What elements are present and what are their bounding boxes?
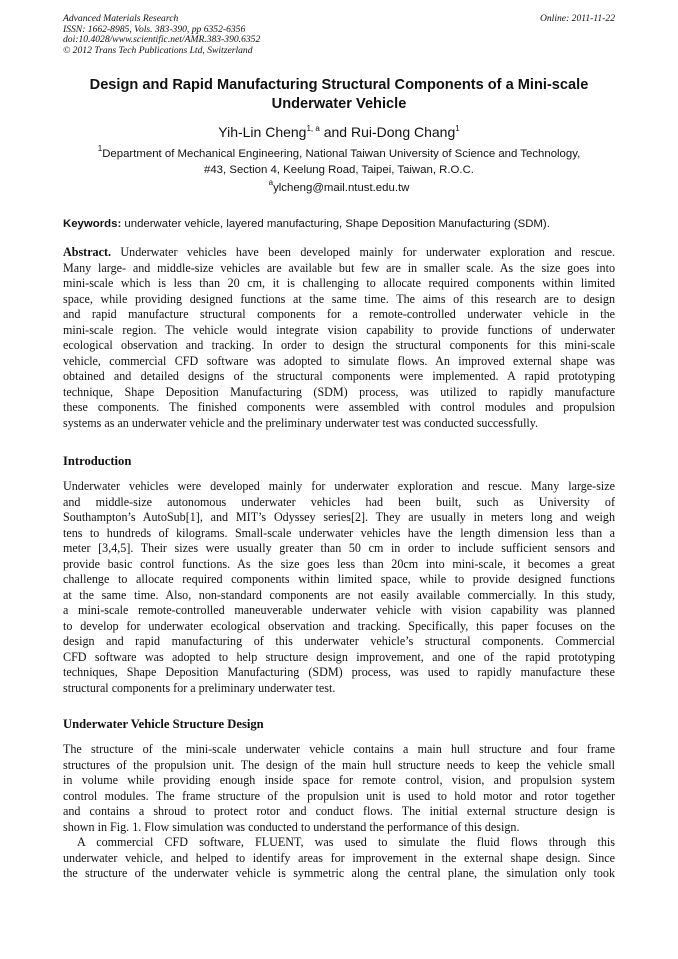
introduction-body [63, 479, 615, 696]
body-line: structural components for a preliminary underwater test. [63, 680, 336, 695]
email-superscript: a [268, 178, 274, 188]
abstract-line: space, while providing designed functions at the same time. The aims of this research are to design [63, 291, 615, 306]
author-joiner: and [319, 124, 351, 141]
abstract-line: mini-scale which is less than 20 cm, it is challenging to allocate required components within limited [63, 276, 615, 291]
body-line: structures of the propulsion unit. The design of the main hull structure needs to keep the vehicle small [63, 757, 615, 772]
keywords-label: Keywords: [63, 218, 122, 231]
author-superscript: 1, a [306, 124, 320, 134]
abstract-line: Abstract. Underwater vehicles have been developed mainly for underwater exploration and rescue. [63, 245, 615, 260]
body-line: shown in Fig. 1. Flow simulation was conducted to understand the performance of this design. [63, 819, 520, 834]
author-name: Yih-Lin Cheng [218, 124, 307, 141]
issn-line: ISSN: 1662-8985, Vols. 383-390, pp 6352-6356 [63, 23, 246, 35]
abstract-line: vehicle, commercial CFD software was adopted to simulate flows. An improved external shape was [63, 353, 615, 368]
affiliation-superscript: 1 [97, 144, 103, 154]
paper-page [63, 14, 615, 882]
body-line: techniques, Shape Deposition Manufacturing (SDM) process, was used to rapidly manufacture these [63, 665, 615, 680]
body-line: A commercial CFD software, FLUENT, was used to simulate the fluid flows through this [77, 835, 615, 850]
email-line [63, 180, 615, 196]
body-line: the structure of the underwater vehicle is symmetric along the central plane, the simulation only took [63, 866, 615, 881]
structure-design-body [63, 742, 615, 882]
affiliation-line: Department of Mechanical Engineering, National Taiwan University of Science and Technology, [102, 148, 581, 161]
body-line: design and rapid manufacturing of this underwater vehicle’s structural components. Commercial [63, 634, 615, 649]
journal-header [63, 14, 615, 56]
keywords-text: underwater vehicle, layered manufacturing, Shape Deposition Manufacturing (SDM). [121, 218, 550, 231]
abstract [63, 245, 615, 431]
body-line: challenge to allocate required components within limited space, while to provide designed functions [63, 572, 615, 587]
body-line: provide basic control functions. As the size goes less than 20cm into mini-scale, it becomes a great [63, 556, 615, 571]
abstract-line: and rapid manufacture structural components for a remote-controlled underwater vehicle in the [63, 307, 615, 322]
body-line: Southampton’s AutoSub[1], and MIT’s Odyssey series[2]. They are usually in meters long and weigh [63, 510, 615, 525]
affiliation-line: #43, Section 4, Keelung Road, Taipei, Taiwan, R.O.C. [204, 164, 474, 177]
paper-title [63, 76, 615, 114]
title-line: Design and Rapid Manufacturing Structural Components of a Mini-scale [89, 77, 589, 94]
doi-line: doi:10.4028/www.scientific.net/AMR.383-390.6352 [63, 34, 261, 46]
author-list [63, 123, 615, 141]
abstract-line: Many large- and middle-size vehicles are available but few are in smaller scale. As the size goes into [63, 260, 615, 275]
title-line: Underwater Vehicle [271, 96, 407, 113]
abstract-line: systems as an underwater vehicle and the preliminary underwater test was conducted successfully. [63, 415, 539, 430]
keywords [63, 216, 615, 232]
copyright-line: © 2012 Trans Tech Publications Ltd, Switzerland [63, 44, 253, 56]
email-address: ylcheng@mail.ntust.edu.tw [273, 182, 410, 195]
abstract-line: technique, Shape Deposition Manufacturing (SDM) process, was utilized to rapidly manufacture [63, 384, 615, 399]
body-line: a mini-scale remote-controlled maneuverable underwater vehicle with vision capability was planned [63, 603, 615, 618]
author-name: Rui-Dong Chang [350, 124, 456, 141]
journal-name: Advanced Materials Research [63, 13, 179, 24]
abstract-line: mini-scale region. The vehicle would integrate vision capability to provide functions of underwater [63, 322, 615, 337]
body-line: tens to hundreds of kilograms. Small-scale underwater vehicles have the length dimension less than a [63, 525, 615, 540]
body-line: control modules. The frame structure of the propulsion unit is used to hold motor and rotor together [63, 788, 615, 803]
abstract-line: ecological observation and tracking. In order to design the structural components for this mini-scale [63, 338, 615, 353]
body-line: and middle-size autonomous underwater vehicles had been built, such as University of [63, 494, 615, 509]
abstract-line: these components. The finished components were assembled with control modules and propulsion [63, 400, 615, 415]
section-heading-structure-design: Underwater Vehicle Structure Design [63, 717, 264, 732]
abstract-label: Abstract. [63, 245, 112, 260]
body-line: The structure of the mini-scale underwater vehicle contains a main hull structure and four frame [63, 742, 615, 757]
affiliation [63, 146, 615, 178]
body-line: Underwater vehicles were developed mainly for underwater exploration and rescue. Many large-size [63, 479, 615, 494]
body-line: CFD software was adopted to help structure design improvement, and one of the rapid prototyping [63, 649, 615, 664]
section-heading-introduction: Introduction [63, 454, 132, 469]
abstract-line: obtained and detailed designs of the structural components were implemented. A rapid prototyping [63, 369, 615, 384]
body-line: and contains a shroud to protect rotor and conduct flows. The initial external structure design is [63, 804, 615, 819]
body-line: underwater vehicle, and helped to identify areas for improvement in the external shape design. Since [63, 850, 615, 865]
body-line: at the same time. Also, non-standard components are not easily available commercially. In this study, [63, 587, 615, 602]
online-date: Online: 2011-11-22 [539, 13, 615, 24]
author-superscript: 1 [455, 124, 460, 134]
journal-info [63, 14, 260, 56]
body-line: to develop for underwater ecological observation and tracking. Specifically, this paper focuses on the [63, 618, 615, 633]
body-line: meter [3,4,5]. Their sizes were usually greater than 50 cm in order to include sufficient sensors and [63, 541, 615, 556]
body-line: in volume while providing enough inside space for remote control, vision, and propulsion system [63, 773, 615, 788]
